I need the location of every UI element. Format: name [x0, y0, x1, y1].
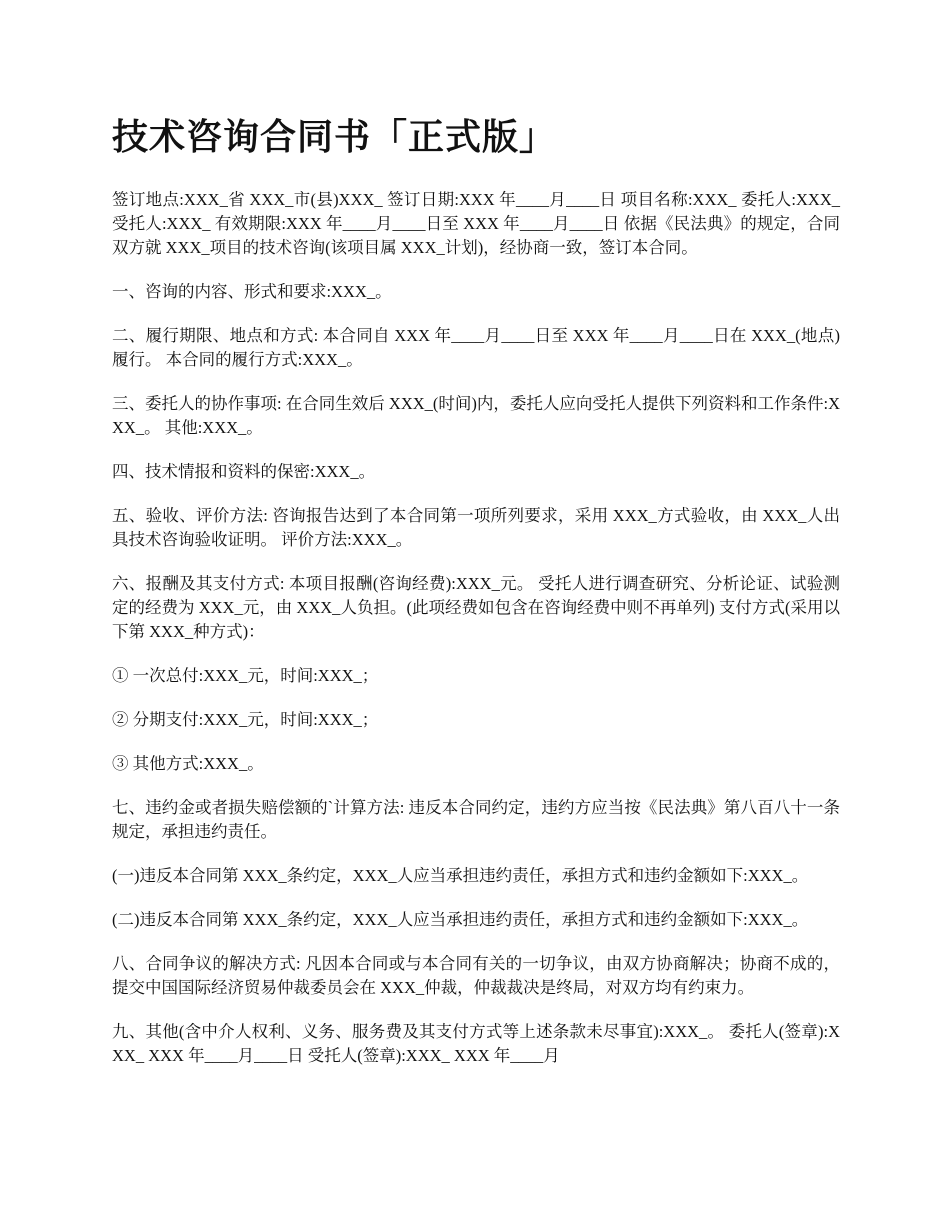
paragraph-preamble: 签订地点:XXX_省 XXX_市(县)XXX_ 签订日期:XXX 年____月____日 项目名称:XXX_ 委托人:XXX_ 受托人:XXX_ 有效期限:XXX 年____月____日至 XXX 年____月____日 依据《民法典》的规定，合同双方就 XXX_项目的技术咨询(该项目属 XXX_计划)，经协商一致，签订本合同。	[112, 190, 840, 257]
document-page	[112, 108, 840, 1088]
paragraph-clause-7-sub-1: (一)违反本合同第 XXX_条约定，XXX_人应当承担违约责任，承担方式和违约金额如下:XXX_。	[112, 866, 809, 885]
paragraph-clause-6: 六、报酬及其支付方式: 本项目报酬(咨询经费):XXX_元。 受托人进行调查研究、分析论证、试验测定的经费为 XXX_元，由 XXX_人负担。(此项经费如包含在咨询经费中则不再单列) 支付方式(采用以下第 XXX_种方式)：	[112, 574, 840, 641]
paragraph-clause-7: 七、违约金或者损失赔偿额的`计算方法: 违反本合同约定，违约方应当按《民法典》第八百八十一条规定，承担违约责任。	[112, 798, 840, 841]
paragraph-clause-9: 九、其他(含中介人权利、义务、服务费及其支付方式等上述条款未尽事宜):XXX_。 委托人(签章):XXX_ XXX 年____月____日 受托人(签章):XXX_ XXX 年____月	[112, 1022, 840, 1065]
paragraph-clause-3: 三、委托人的协作事项: 在合同生效后 XXX_(时间)内，委托人应向受托人提供下列资料和工作条件:XXX_。 其他:XXX_。	[112, 394, 840, 437]
paragraph-clause-7-sub-2: (二)违反本合同第 XXX_条约定，XXX_人应当承担违约责任，承担方式和违约金额如下:XXX_。	[112, 910, 809, 929]
paragraph-clause-2: 二、履行期限、地点和方式: 本合同自 XXX 年____月____日至 XXX 年____月____日在 XXX_(地点)履行。 本合同的履行方式:XXX_。	[112, 326, 840, 369]
paragraph-clause-8: 八、合同争议的解决方式: 凡因本合同或与本合同有关的一切争议，由双方协商解决；协商不成的，提交中国国际经济贸易仲裁委员会在 XXX_仲裁，仲裁裁决是终局，对双方均有约束力。	[112, 954, 840, 997]
paragraph-payment-option-2: ② 分期支付:XXX_元，时间:XXX_；	[112, 710, 379, 729]
document-title: 技术咨询合同书「正式版」	[112, 117, 557, 158]
paragraph-clause-1: 一、咨询的内容、形式和要求:XXX_。	[112, 282, 392, 301]
paragraph-clause-4: 四、技术情报和资料的保密:XXX_。	[112, 462, 376, 481]
paragraph-payment-option-3: ③ 其他方式:XXX_。	[112, 754, 264, 773]
paragraph-clause-5: 五、验收、评价方法: 咨询报告达到了本合同第一项所列要求，采用 XXX_方式验收，由 XXX_人出具技术咨询验收证明。 评价方法:XXX_。	[112, 506, 840, 549]
paragraph-payment-option-1: ① 一次总付:XXX_元，时间:XXX_；	[112, 666, 379, 685]
